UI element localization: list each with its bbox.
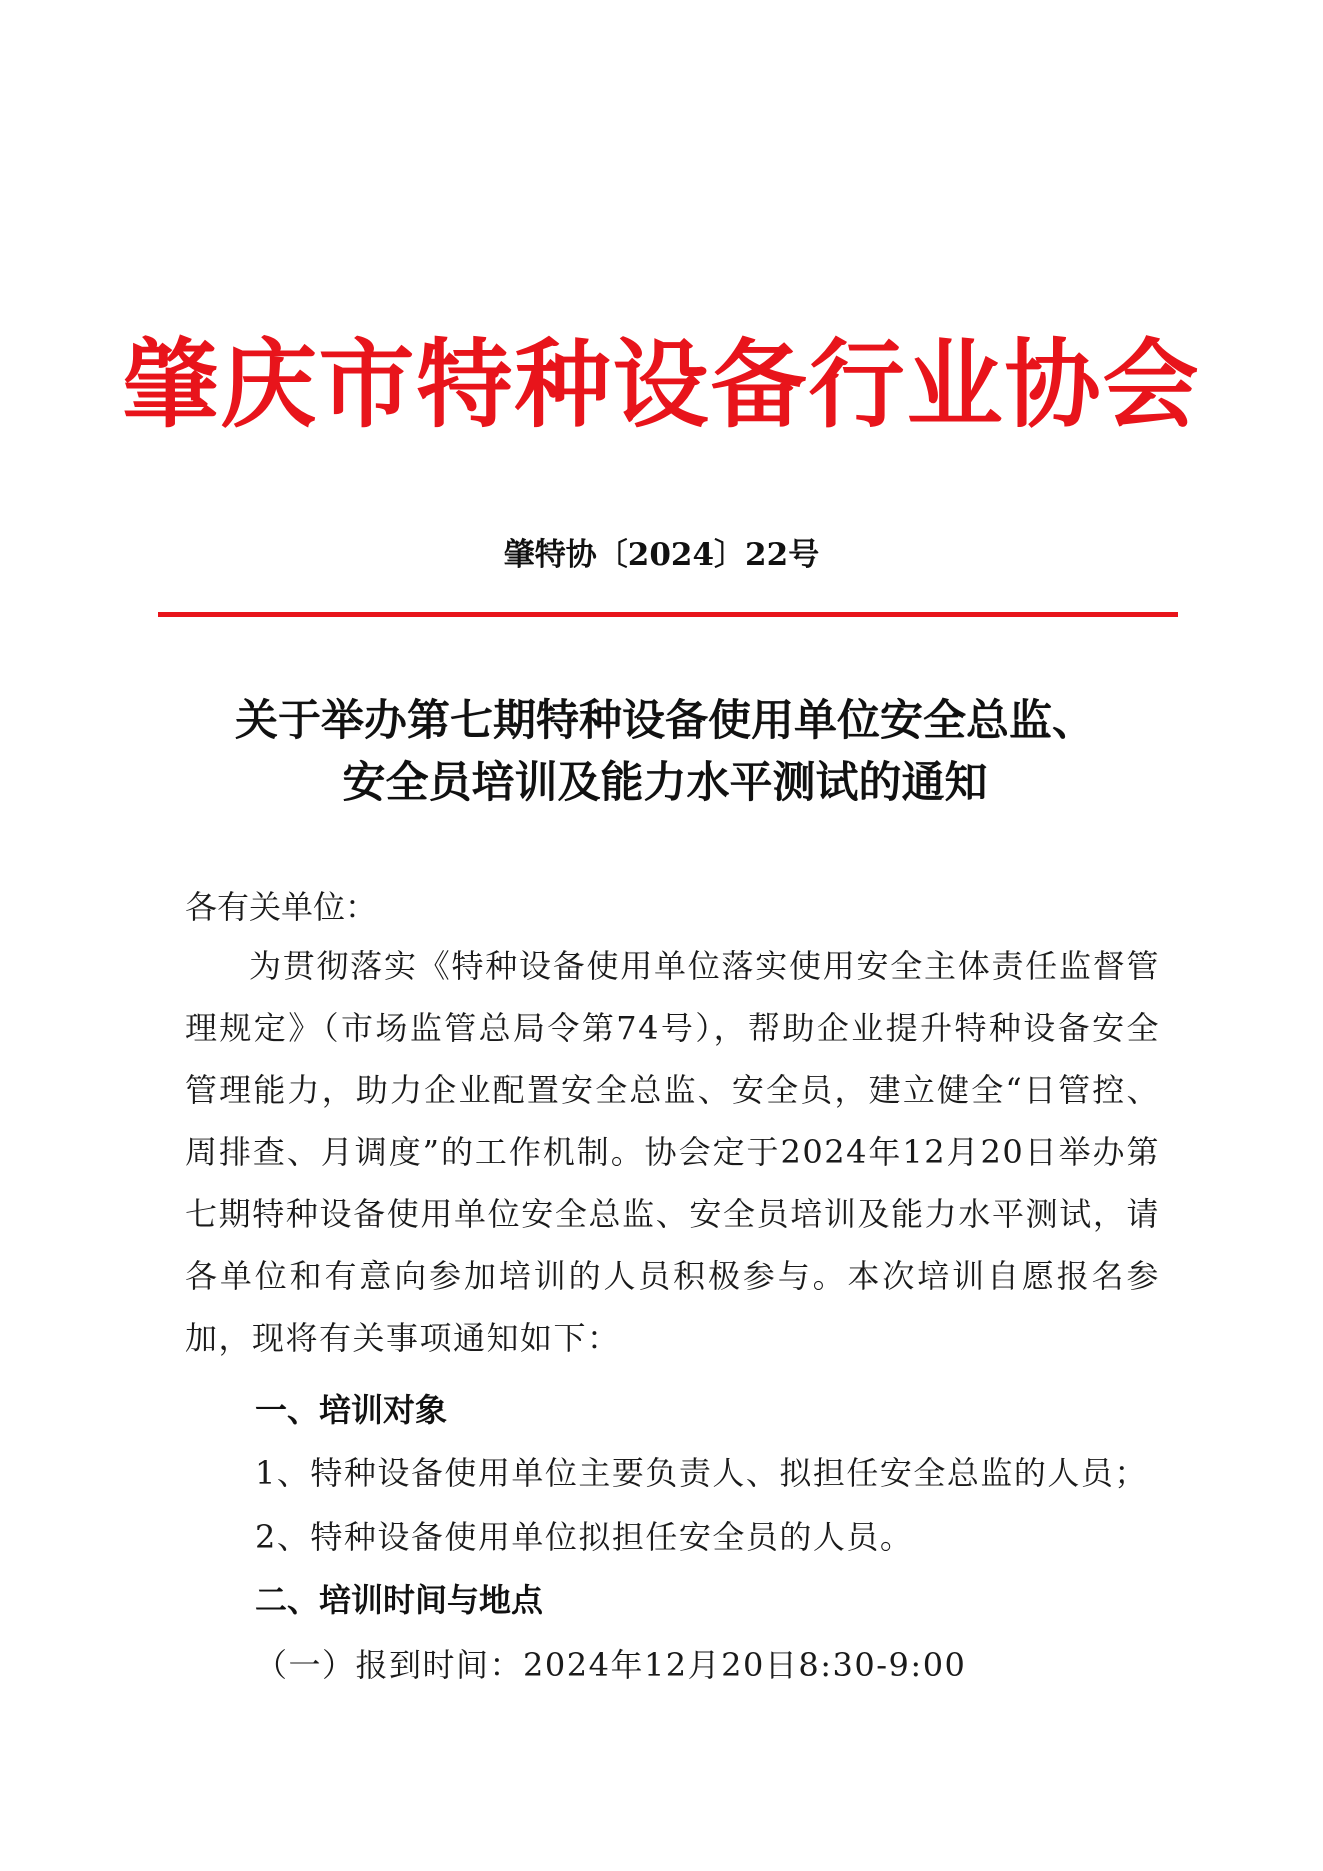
section-1-item-2: 2、特种设备使用单位拟担任安全员的人员。: [255, 1518, 914, 1556]
section-1-heading: 一、培训对象: [255, 1391, 448, 1429]
intro-paragraph: 为贯彻落实《特种设备使用单位落实使用安全主体责任监督管理规定》（市场监管总局令第74号），帮助企业提升特种设备安全管理能力，助力企业配置安全总监、安全员，建立健全“日管控、周排查、月调度”的工作机制。协会定于2024年12月20日举办第七期特种设备使用单位安全总监、安全员培训及能力水平测试，请各单位和有意向参加培训的人员积极参与。本次培训自愿报名参加，现将有关事项通知如下：: [185, 947, 1160, 1357]
red-divider-line: [158, 612, 1178, 617]
section-1-item-1: 1、特种设备使用单位主要负责人、拟担任安全总监的人员；: [255, 1454, 1148, 1492]
document-title-line-1: 关于举办第七期特种设备使用单位安全总监、: [235, 696, 1095, 746]
section-2-item-1: （一）报到时间：2024年12月20日8:30-9:00: [255, 1646, 967, 1684]
document-title-line-2: 安全员培训及能力水平测试的通知: [342, 758, 988, 808]
document-number: 肇特协〔2024〕22号: [503, 537, 820, 573]
section-2-heading: 二、培训时间与地点: [255, 1581, 544, 1619]
document-title: [150, 690, 1180, 814]
organization-header: 肇庆市特种设备行业协会: [122, 328, 1201, 441]
salutation: 各有关单位：: [185, 888, 378, 926]
